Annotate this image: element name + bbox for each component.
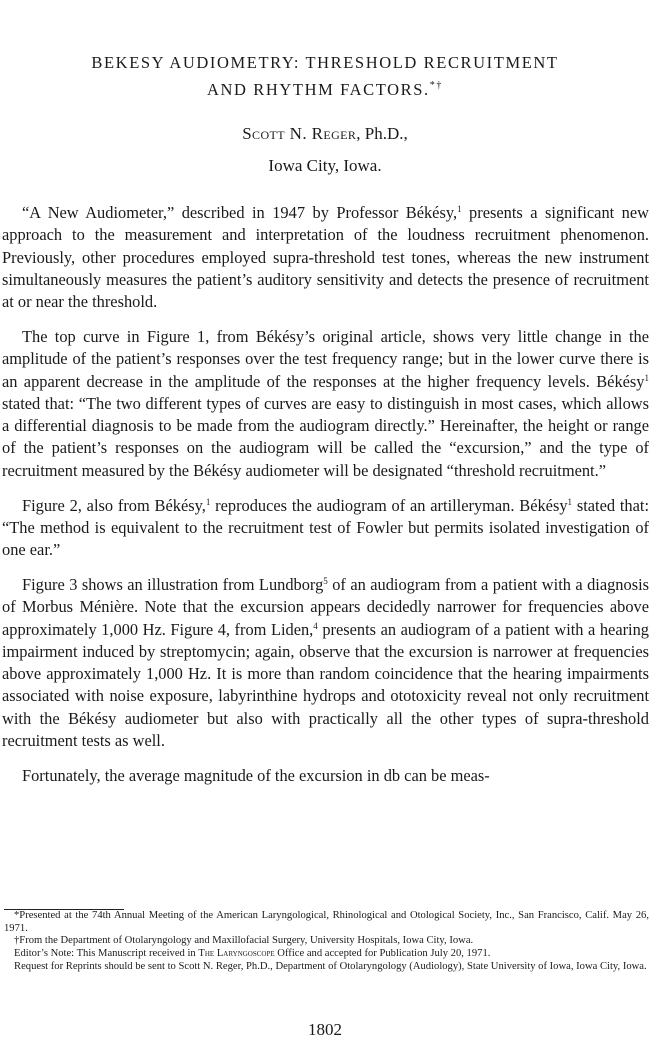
footnote-editors-note (4, 948, 649, 961)
journal-name: The Laryngoscope (198, 948, 275, 960)
citation-ref: 1 (644, 372, 649, 383)
paragraph-2 (2, 326, 649, 482)
footnote-presented: *Presented at the 74th Annual Meeting of the American Laryngological, Rhinological and Otological Society, Inc., San Francisco, Calif. May 26, 1971. (4, 910, 649, 934)
paragraph-3-text-a: Figure 2, also from Békésy, (22, 495, 206, 515)
paragraph-4-text-c: presents an audiogram of a patient with a hearing impairment induced by streptomycin; again, observe that the excursion is narrower at frequencies above approximately 1,000 Hz. It is more than random coincidence that the hearing impairments associated with noise exposure, labyrinthine hydrops and ototoxicity reveal not only recruitment with the Békésy audiometer but also with practically all the other types of supra-threshold recruitment tests as well. (2, 619, 650, 751)
author-degree: , Ph.D., (356, 124, 408, 143)
paragraph-2-text-b: stated that: “The two different types of curves are easy to distinguish in most cases, which allows a differential diagnosis to be made from the audiogram directly.” Hereinafter, the height or range of the patient’s responses on the audiogram will be called the “excursion,” and the type of recruitment measured by the Békésy audiometer will be designated “threshold recruitment.” (2, 393, 649, 480)
paragraph-3-text-c: stated that: “The method is equivalent to the recruitment test of Fowler but permits isolated investigation of one ear.” (2, 495, 649, 560)
paragraph-4 (2, 574, 649, 752)
paragraph-3 (2, 495, 649, 562)
paragraph-5: Fortunately, the average magnitude of the excursion in db can be meas- (22, 765, 490, 785)
citation-ref: 4 (313, 620, 318, 631)
paragraph-1 (2, 202, 649, 313)
citation-ref: 5 (323, 575, 328, 586)
title-footnote-marks: *† (429, 80, 443, 91)
paragraph-4-text-b: of an audiogram from a patient with a diagnosis of Morbus Ménière. Note that the excursion appears decidedly narrower for frequencies above approximately 1,000 Hz. Figure 4, from Liden, (2, 574, 650, 639)
article-title (0, 49, 650, 103)
paragraph-4-text-a: Figure 3 shows an illustration from Lundborg (22, 574, 324, 594)
title-line-2 (0, 76, 650, 103)
editors-note-text-b: Office and accepted for Publication July 20, 1971. (274, 948, 491, 960)
paragraph-3-text-b: reproduces the audiogram of an artilleryman. Békésy (210, 495, 568, 515)
title-line-1: BEKESY AUDIOMETRY: THRESHOLD RECRUITMENT (91, 53, 559, 72)
citation-ref: 1 (567, 496, 573, 507)
author-affiliation: Iowa City, Iowa. (268, 156, 382, 175)
citation-ref: 1 (205, 496, 211, 507)
title-line-2-text: AND RHYTHM FACTORS. (207, 80, 430, 99)
footnote-department: †From the Department of Otolaryngology and Maxillofacial Surgery, University Hospitals, Iowa City, Iowa. (14, 935, 474, 947)
citation-ref: 1 (457, 204, 462, 214)
paragraph-1-text-b: presents a significant new approach to the measurement and interpretation of the loudness recruitment phenomenon. Previously, other procedures employed supra-threshold test tones, whereas the new instrument simultaneously measures the patient’s auditory sensitivity and detects the presence of recruitment at or near the threshold. (2, 203, 649, 312)
author-byline (0, 120, 650, 148)
editors-note-text-a: Editor’s Note: This Manuscript received in (14, 948, 199, 960)
footnote-reprints: Request for Reprints should be sent to Scott N. Reger, Ph.D., Department of Otolaryngology (Audiology), State University of Iowa, Iowa City, Iowa. (14, 960, 647, 972)
author-name: Scott N. Reger (242, 124, 357, 143)
paragraph-2-text-a: The top curve in Figure 1, from Békésy’s original article, shows very little change in the amplitude of the patient’s responses over the test frequency range; but in the lower curve there is an apparent decrease in the amplitude of the responses at the higher frequency levels. Békésy (2, 326, 649, 391)
article-body (2, 202, 649, 787)
page-number: 1802 (308, 1020, 342, 1039)
paragraph-1-text-a: “A New Audiometer,” described in 1947 by Professor Békésy, (22, 203, 458, 222)
footnotes (4, 910, 649, 974)
